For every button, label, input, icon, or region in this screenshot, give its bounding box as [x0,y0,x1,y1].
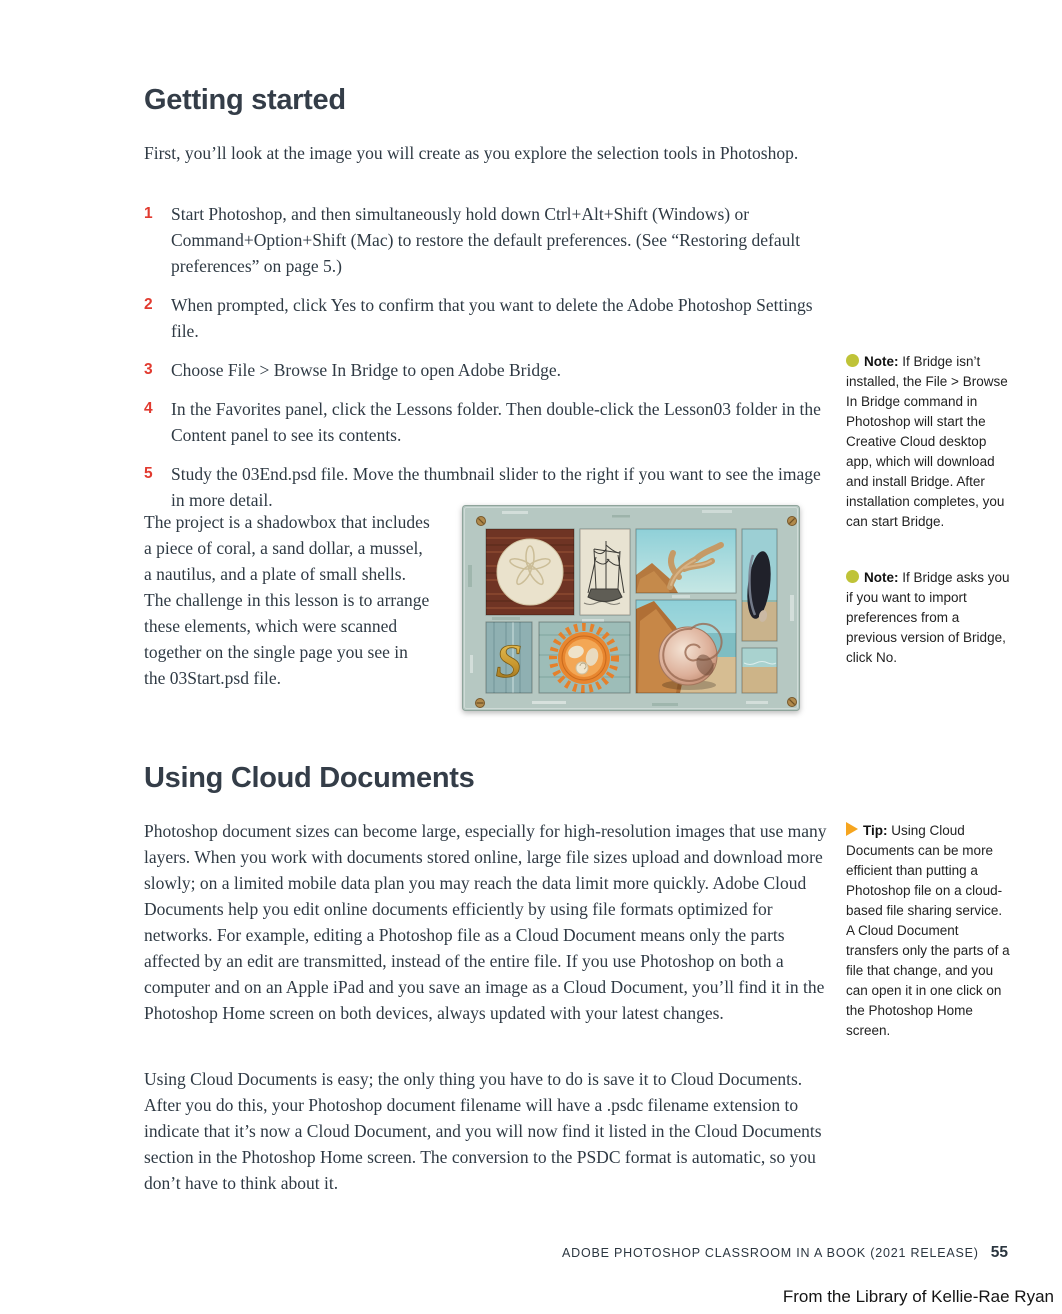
seascape-cell [742,648,777,693]
coral-cell [636,529,736,593]
step-text: In the Favorites panel, click the Lessons folder. Then double-click the Lesson03 folder in the Content panel to see its contents. [171,399,821,445]
note-label: Note: [864,570,899,585]
step-item-1 [144,201,836,279]
step-number: 5 [144,465,153,482]
shadowbox-illustration [462,505,800,711]
margin-note-bridge-install [846,352,1012,532]
cloud-documents-paragraph-1: Photoshop document sizes can become large, especially for high-resolution images that use many layers. When you work with documents stored online, large file sizes upload and download more slowly; on a limited mobile data plan you may reach the data limit more quickly. Adobe Cloud Documents help you edit online documents efficiently by using file formats optimized for networks. For example, editing a Photoshop file as a Cloud Document means only the parts affected by an edit are transmitted, instead of the entire file. If you use Photoshop on both a computer and on an Apple iPad and you save an image as a Cloud Document, you’ll find it in the Photoshop Home screen on both devices, always updated with your latest changes. [144,821,827,1023]
footer-page-number: 55 [990,1244,1008,1261]
note-label: Note: [864,354,899,369]
intro-paragraph: First, you’ll look at the image you will create as you explore the selection tools in Photoshop. [144,143,799,163]
margin-tip-cloud-documents [846,821,1012,1041]
ship-etching-cell [580,529,630,615]
step-item-3 [144,357,836,383]
tip-arrow-icon [846,822,858,836]
shadowbox-photo [462,505,800,711]
step-number: 4 [144,400,153,417]
mussel-cell [742,529,777,641]
sand-dollar-cell [486,529,574,615]
nautilus-cell [636,600,736,693]
step-item-4 [144,396,836,448]
letter-s: S [495,635,523,688]
tip-label: Tip: [863,823,888,838]
note-bullet-icon [846,570,859,583]
note-text: If Bridge asks you if you want to import preferences from a previous version of Bridge, click No. [846,570,1010,665]
note-text: If Bridge isn’t installed, the File > Browse In Bridge command in Photoshop will start the Creative Cloud desktop app, which will download and install Bridge. After installation completes, you can start Bridge. [846,354,1008,529]
step-number: 3 [144,361,153,378]
shell-plate-cell [539,622,630,693]
step-text: Start Photoshop, and then simultaneously hold down Ctrl+Alt+Shift (Windows) or Command+Option+Shift (Mac) to restore the default preferences. (See “Restoring default preferences” on page 5.) [171,204,801,276]
step-text: Choose File > Browse In Bridge to open Adobe Bridge. [171,360,561,380]
note-bullet-icon [846,354,859,367]
step-number: 2 [144,296,153,313]
project-paragraph: The project is a shadowbox that includes a piece of coral, a sand dollar, a mussel, a nautilus, and a plate of small shells. The challenge in this lesson is to arrange these elements, which were scanned together on the single page you see in the 03Start.psd file. [144,512,430,688]
step-number: 1 [144,205,153,222]
footer-book-title: ADOBE PHOTOSHOP CLASSROOM IN A BOOK (2021 RELEASE) [562,1246,979,1260]
section-heading-using-cloud-documents: Using Cloud Documents [144,762,475,794]
margin-note-bridge-preferences [846,568,1012,668]
library-watermark: From the Library of Kellie-Rae Ryan [782,1287,1054,1306]
letter-s-cell [486,622,532,693]
step-item-2 [144,292,836,344]
step-text: Study the 03End.psd file. Move the thumbnail slider to the right if you want to see the image in more detail. [171,464,821,510]
section-heading-getting-started: Getting started [144,84,346,116]
step-list [144,201,836,526]
page-footer [562,1244,1008,1262]
cloud-documents-paragraph-2: Using Cloud Documents is easy; the only thing you have to do is save it to Cloud Documents. After you do this, your Photoshop document filename will have a .psdc filename extension to indicate that it’s now a Cloud Document, and you will now find it listed in the Cloud Documents section in the Photoshop Home screen. The conversion to the PSDC format is automatic, so you don’t have to think about it. [144,1069,822,1193]
step-text: When prompted, click Yes to confirm that you want to delete the Adobe Photoshop Settings file. [171,295,813,341]
tip-text: Using Cloud Documents can be more efficient than putting a Photoshop file on a cloud-based file sharing service. A Cloud Document transfers only the parts of a file that change, and you can open it in one click on the Photoshop Home screen. [846,823,1010,1038]
project-section [144,505,844,711]
